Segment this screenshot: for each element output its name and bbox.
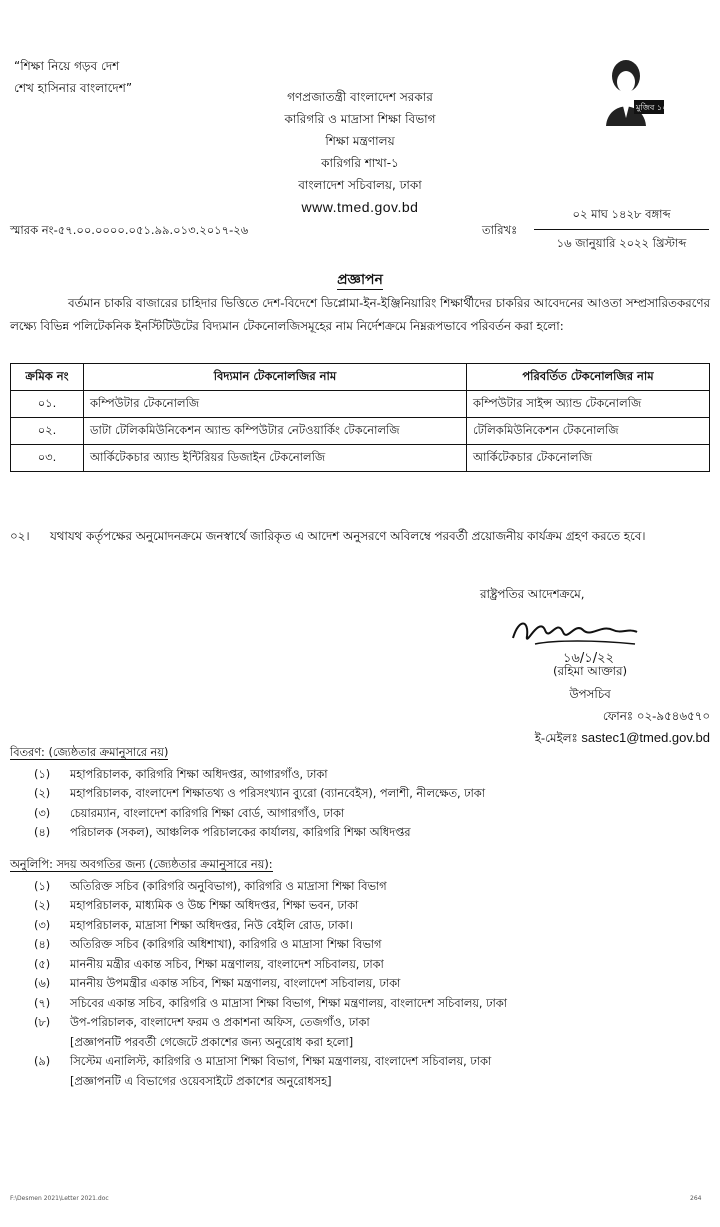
signature-date: ১৬/১/২২ bbox=[563, 651, 614, 666]
distribution-title: বিতরণ: (জ্যেষ্ঠতার ক্রমানুসারে নয়) bbox=[10, 746, 169, 759]
list-item: (৬) মাননীয় উপমন্ত্রীর একান্ত সচিব, শিক্ষা মন্ত্রণালয়, বাংলাদেশ সচিবালয়, ঢাকা bbox=[34, 977, 401, 990]
list-item: (৪) পরিচালক (সকল), আঞ্চলিক পরিচালকের কার্যালয়, কারিগরি শিক্ষা অধিদপ্তর bbox=[34, 826, 411, 839]
email-link[interactable]: sastec1@tmed.gov.bd bbox=[581, 730, 710, 745]
motto bbox=[14, 55, 132, 99]
intro-paragraph bbox=[10, 292, 710, 338]
list-item-note: [প্রজ্ঞাপনটি এ বিভাগের ওয়েবসাইটে প্রকাশের অনুরোধসহ] bbox=[70, 1074, 332, 1088]
table-row bbox=[11, 418, 710, 445]
existing-cell: ডাটা টেলিকমিউনিকেশন অ্যান্ড কম্পিউটার নেটওয়ার্কিং টেকনোলজি bbox=[84, 418, 467, 445]
header-changed: পরিবর্তিত টেকনোলজির নাম bbox=[467, 364, 710, 391]
gov-line: শিক্ষা মন্ত্রণালয় bbox=[325, 134, 395, 148]
serial-cell: ০১. bbox=[11, 391, 84, 418]
distribution-list bbox=[10, 743, 710, 843]
table-row bbox=[11, 445, 710, 472]
table-row bbox=[11, 391, 710, 418]
list-item: (১) মহাপরিচালক, কারিগরি শিক্ষা অধিদপ্তর, আগারগাঁও, ঢাকা bbox=[34, 767, 328, 781]
paragraph-2-text: যথাযথ কর্তৃপক্ষের অনুমোদনক্রমে জনস্বার্থে জারিকৃত এ আদেশ অনুসরণে অবিলম্বে পরবর্তী প্রয়োজনীয় কার্যক্রম গ্রহণ করতে হবে। bbox=[50, 529, 646, 543]
existing-cell: কম্পিউটার টেকনোলজি bbox=[84, 391, 467, 418]
list-item: (৫) মাননীয় মন্ত্রীর একান্ত সচিব, শিক্ষা মন্ত্রণালয়, বাংলাদেশ সচিবালয়, ঢাকা bbox=[34, 957, 384, 971]
changed-cell: টেলিকমিউনিকেশন টেকনোলজি bbox=[467, 418, 710, 445]
logo-text: মুজিব ১০০ bbox=[636, 103, 673, 112]
list-item: (১) অতিরিক্ত সচিব (কারিগরি অনুবিভাগ), কারিগরি ও মাদ্রাসা শিক্ষা বিভাগ bbox=[34, 879, 387, 893]
signatory-name: (রহিমা আক্তার) bbox=[552, 664, 628, 678]
list-item: (৮) উপ-পরিচালক, বাংলাদেশ ফরম ও প্রকাশনা অফিস, তেজগাঁও, ঢাকা [প্রজ্ঞাপনটি পরবর্তী গেজেটে প্রকাশের জন্য অনুরোধ করা হলো] bbox=[10, 1013, 710, 1052]
signatory-designation: উপসচিব bbox=[569, 687, 611, 701]
signature-image bbox=[505, 608, 645, 666]
mujib-100-logo bbox=[596, 56, 688, 128]
motto-line-2: শেখ হাসিনার বাংলাদেশ” bbox=[14, 81, 133, 95]
copy-title: অনুলিপি: সদয় অবগতির জন্য (জ্যেষ্ঠতার ক্রমানুসারে নয়): bbox=[10, 858, 273, 871]
serial-cell: ০২. bbox=[11, 418, 84, 445]
intro-text: বর্তমান চাকরি বাজারের চাহিদার ভিত্তিতে দেশ-বিদেশে ডিপ্লোমা-ইন-ইঞ্জিনিয়ারিং শিক্ষার্থীদের চাকরির আবেদনের আওতা সম্প্রসারিতকরণের লক্ষ্যে বিভিন্ন পলিটেকনিক ইনস্টিটিউটের বিদ্যমান টেকনোলজিসমূহের নাম নির্দেশক্রমে নিম্নরূপভাবে পরিবর্তন করা হলো: bbox=[10, 296, 710, 333]
technology-table bbox=[10, 363, 710, 472]
memo-number: স্মারক নং-৫৭.০০.০০০০.০৫১.৯৯.০১৩.২০১৭-২৬ bbox=[10, 223, 249, 237]
list-item: (৪) অতিরিক্ত সচিব (কারিগরি অধিশাখা), কারিগরি ও মাদ্রাসা শিক্ষা বিভাগ bbox=[34, 938, 382, 951]
order-line: রাষ্ট্রপতির আদেশক্রমে, bbox=[480, 587, 585, 601]
changed-cell: আর্কিটেকচার টেকনোলজি bbox=[467, 445, 710, 472]
list-item: (২) মহাপরিচালক, মাধ্যমিক ও উচ্চ শিক্ষা অধিদপ্তর, শিক্ষা ভবন, ঢাকা bbox=[34, 899, 359, 912]
gov-line: বাংলাদেশ সচিবালয়, ঢাকা bbox=[298, 178, 422, 192]
motto-line-1: “শিক্ষা নিয়ে গড়ব দেশ bbox=[14, 59, 120, 73]
paragraph-2 bbox=[10, 525, 710, 548]
header-existing: বিদ্যমান টেকনোলজির নাম bbox=[84, 364, 467, 391]
list-item: (৩) চেয়ারম্যান, বাংলাদেশ কারিগরি শিক্ষা বোর্ড, আগারগাঁও, ঢাকা bbox=[34, 806, 345, 820]
date-block bbox=[534, 206, 709, 254]
gov-line: কারিগরি শাখা-১ bbox=[321, 156, 399, 170]
date-label: তারিখঃ bbox=[482, 223, 518, 237]
heading-text: প্রজ্ঞাপন bbox=[337, 272, 383, 288]
header-serial: ক্রমিক নং bbox=[11, 364, 84, 391]
copy-list bbox=[10, 855, 710, 1091]
paragraph-2-number: ০২। bbox=[10, 529, 30, 543]
gov-line: কারিগরি ও মাদ্রাসা শিক্ষা বিভাগ bbox=[284, 112, 436, 126]
list-item: (২) মহাপরিচালক, বাংলাদেশ শিক্ষাতথ্য ও পরিসংখ্যান ব্যুরো (ব্যানবেইস), পলাশী, নীলক্ষেত, ঢাকা bbox=[34, 787, 485, 800]
notification-heading bbox=[0, 268, 720, 292]
government-header bbox=[240, 86, 480, 218]
existing-cell: আর্কিটেকচার অ্যান্ড ইন্টিরিয়র ডিজাইন টেকনোলজি bbox=[84, 445, 467, 472]
changed-cell: কম্পিউটার সাইন্স অ্যান্ড টেকনোলজি bbox=[467, 391, 710, 418]
list-item: (৭) সচিবের একান্ত সচিব, কারিগরি ও মাদ্রাসা শিক্ষা বিভাগ, শিক্ষা মন্ত্রণালয়, বাংলাদেশ সচিবালয়, ঢাকা bbox=[34, 996, 507, 1010]
date-bangla: ০২ মাঘ ১৪২৮ বঙ্গাব্দ bbox=[534, 206, 709, 230]
gov-line: গণপ্রজাতন্ত্রী বাংলাদেশ সরকার bbox=[287, 90, 433, 104]
footer-file-path: F:\Desmen 2021\Letter 2021.doc bbox=[10, 1195, 109, 1202]
list-item: (৩) মহাপরিচালক, মাদ্রাসা শিক্ষা অধিদপ্তর, নিউ বেইলি রোড, ঢাকা। bbox=[34, 918, 353, 932]
phone-number: ফোনঃ ০২-৯৫৪৬৫৭০ bbox=[602, 709, 710, 723]
footer-page-number: 264 bbox=[690, 1195, 702, 1202]
serial-cell: ০৩. bbox=[11, 445, 84, 472]
table-header-row bbox=[11, 364, 710, 391]
date-english: ১৬ জানুয়ারি ২০২২ খ্রিস্টাব্দ bbox=[556, 236, 687, 250]
signatory bbox=[480, 660, 700, 706]
list-item-note: [প্রজ্ঞাপনটি পরবর্তী গেজেটে প্রকাশের জন্য অনুরোধ করা হলো] bbox=[70, 1035, 354, 1049]
website-link[interactable]: www.tmed.gov.bd bbox=[301, 199, 419, 215]
email-label: ই-মেইলঃ bbox=[534, 731, 578, 745]
list-item: (৯) সিস্টেম এনালিস্ট, কারিগরি ও মাদ্রাসা শিক্ষা বিভাগ, শিক্ষা মন্ত্রণালয়, বাংলাদেশ সচিবালয়, ঢাকা [প্রজ্ঞাপনটি এ বিভাগের ওয়েবসাইটে প্রকাশের অনুরোধসহ] bbox=[10, 1052, 710, 1091]
